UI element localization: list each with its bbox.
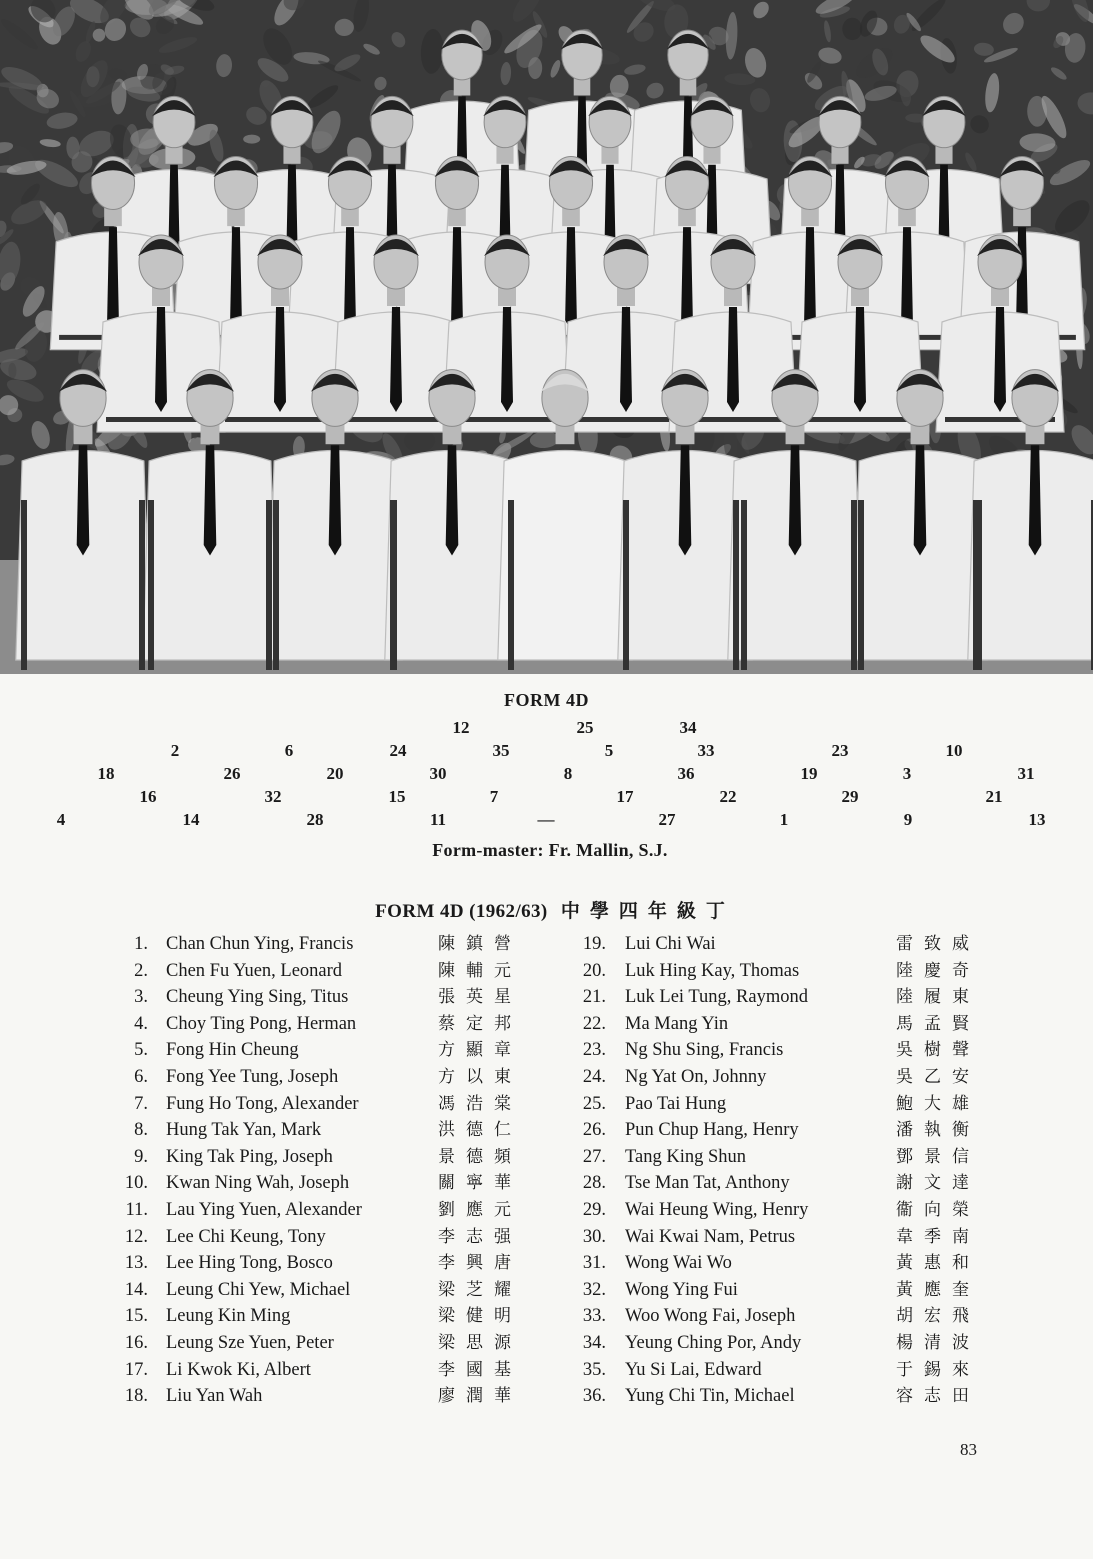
student-number: 36. — [582, 1386, 606, 1407]
student-row — [108, 984, 538, 1010]
key-number: 31 — [1017, 764, 1035, 783]
key-number: 23 — [831, 741, 849, 760]
key-number: 30 — [429, 764, 447, 783]
student-chinese-name: 方顯章 — [438, 1040, 522, 1061]
student-chinese-name: 蔡定邦 — [438, 1013, 522, 1034]
student-number: 1. — [134, 934, 148, 954]
key-number: 5 — [604, 741, 614, 760]
student-number: 20. — [582, 960, 606, 981]
student-number: 34. — [582, 1333, 606, 1353]
student-name: Liu Yan Wah — [166, 1386, 263, 1407]
student-row — [566, 1170, 996, 1196]
student-name: Tse Man Tat, Anthony — [625, 1173, 790, 1194]
student-number: 3. — [134, 987, 148, 1008]
student-chinese-name: 容志田 — [896, 1386, 980, 1407]
student-chinese-name: 鮑大雄 — [896, 1093, 980, 1114]
student-number: 32. — [582, 1279, 606, 1300]
student-row — [108, 1224, 538, 1250]
student-number: 6. — [134, 1067, 148, 1087]
key-number: 4 — [56, 810, 66, 829]
student-chinese-name: 張英星 — [438, 987, 522, 1008]
student-chinese-name: 胡宏飛 — [896, 1306, 980, 1327]
student-row — [566, 1117, 996, 1143]
student-chinese-name: 衞向榮 — [896, 1200, 980, 1220]
student-name: Lui Chi Wai — [625, 934, 716, 954]
student-name: Fung Ho Tong, Alexander — [166, 1093, 359, 1114]
student-chinese-name: 楊清波 — [896, 1333, 980, 1353]
student-chinese-name: 黃惠和 — [896, 1253, 980, 1274]
key-number: 26 — [223, 764, 241, 783]
student-number: 31. — [582, 1253, 606, 1274]
key-number: — — [537, 810, 555, 829]
student-chinese-name: 潘執衡 — [896, 1120, 980, 1141]
student-row — [108, 1011, 538, 1037]
student-name: Wong Ying Fui — [625, 1279, 738, 1300]
key-number: 15 — [388, 787, 406, 806]
student-name: Pao Tai Hung — [625, 1093, 727, 1114]
student-number: 5. — [134, 1040, 148, 1061]
student-name: Yung Chi Tin, Michael — [625, 1386, 795, 1407]
key-number: 35 — [492, 741, 510, 760]
student-chinese-name: 陳鎮營 — [438, 934, 522, 954]
key-number: 9 — [903, 810, 913, 829]
key-number: 2 — [170, 741, 180, 760]
key-number: 19 — [800, 764, 818, 783]
student-chinese-name: 關寧華 — [438, 1173, 522, 1194]
student-figure — [498, 451, 632, 661]
student-row — [108, 1330, 538, 1356]
student-name: Lau Ying Yuen, Alexander — [166, 1200, 362, 1220]
student-name: Kwan Ning Wah, Joseph — [166, 1173, 350, 1194]
key-number: 12 — [452, 718, 470, 737]
student-number: 23. — [582, 1040, 606, 1061]
student-name: Luk Lei Tung, Raymond — [625, 987, 808, 1008]
student-row — [108, 931, 538, 957]
student-number: 9. — [134, 1146, 148, 1167]
student-chinese-name: 李志强 — [438, 1226, 522, 1247]
student-chinese-name: 韋季南 — [896, 1226, 980, 1247]
student-number: 21. — [582, 987, 606, 1008]
key-number: 27 — [658, 810, 676, 829]
student-row — [108, 1117, 538, 1143]
key-number: 3 — [902, 764, 912, 783]
student-number: 26. — [582, 1120, 606, 1141]
student-row — [108, 1064, 538, 1090]
student-number: 2. — [134, 960, 148, 981]
student-number: 30. — [582, 1226, 606, 1247]
student-chinese-name: 方以東 — [438, 1067, 522, 1087]
student-number: 29. — [582, 1200, 606, 1220]
key-number: 11 — [429, 810, 447, 829]
student-chinese-name: 李興唐 — [438, 1253, 522, 1274]
student-number: 11. — [125, 1200, 148, 1220]
form-master-line: Form-master: Fr. Mallin, S.J. — [432, 840, 668, 860]
key-number: 21 — [985, 787, 1003, 806]
student-row — [108, 1197, 538, 1223]
roster-heading-english: FORM 4D (1962/63) — [375, 901, 548, 922]
student-name: Wai Kwai Nam, Petrus — [625, 1226, 796, 1247]
key-number: 28 — [306, 810, 324, 829]
key-number: 33 — [697, 741, 715, 760]
student-number: 4. — [134, 1013, 148, 1034]
student-row — [108, 1250, 538, 1276]
key-title: FORM 4D — [504, 690, 589, 710]
student-name: Lee Chi Keung, Tony — [166, 1226, 326, 1247]
student-name: Yu Si Lai, Edward — [625, 1359, 762, 1380]
student-name: Lee Hing Tong, Bosco — [166, 1253, 333, 1274]
student-chinese-name: 劉應元 — [438, 1200, 522, 1220]
student-row — [108, 1170, 538, 1196]
student-row — [108, 958, 538, 984]
key-number: 34 — [679, 718, 697, 737]
key-number: 1 — [779, 810, 789, 829]
student-name: Choy Ting Pong, Herman — [166, 1013, 357, 1034]
student-row — [566, 1330, 996, 1356]
student-name: Ng Shu Sing, Francis — [625, 1040, 784, 1061]
student-row — [566, 1064, 996, 1090]
student-number: 22. — [582, 1013, 606, 1034]
student-name: Wai Heung Wing, Henry — [625, 1200, 809, 1220]
student-name: Woo Wong Fai, Joseph — [625, 1306, 796, 1327]
student-number: 18. — [124, 1386, 148, 1407]
roster-heading — [0, 896, 1093, 923]
student-number: 14. — [124, 1279, 148, 1300]
student-name: Ma Mang Yin — [625, 1013, 729, 1034]
student-row — [108, 1357, 538, 1383]
student-chinese-name: 廖潤華 — [438, 1386, 522, 1407]
student-chinese-name: 梁思源 — [438, 1333, 522, 1353]
student-row — [566, 984, 996, 1010]
student-chinese-name: 景德頻 — [438, 1146, 522, 1167]
student-name: Leung Chi Yew, Michael — [166, 1279, 351, 1300]
student-chinese-name: 黃應奎 — [896, 1279, 980, 1300]
student-name: Tang King Shun — [625, 1146, 747, 1167]
student-name: Chen Fu Yuen, Leonard — [166, 960, 343, 981]
student-number: 19. — [582, 934, 606, 954]
student-name: Ng Yat On, Johnny — [625, 1067, 767, 1087]
key-number: 20 — [326, 764, 344, 783]
student-number: 33. — [582, 1306, 606, 1327]
student-row — [108, 1091, 538, 1117]
student-name: Yeung Ching Por, Andy — [625, 1333, 802, 1353]
student-row — [566, 1277, 996, 1303]
student-name: Hung Tak Yan, Mark — [166, 1120, 322, 1141]
student-row — [108, 1303, 538, 1329]
student-chinese-name: 梁健明 — [438, 1306, 522, 1327]
key-number: 22 — [719, 787, 737, 806]
student-row — [566, 958, 996, 984]
key-number: 18 — [97, 764, 115, 783]
student-number: 35. — [582, 1359, 606, 1380]
student-number: 13. — [124, 1253, 148, 1274]
student-name: King Tak Ping, Joseph — [166, 1146, 333, 1167]
student-row — [108, 1277, 538, 1303]
key-number: 13 — [1028, 810, 1046, 829]
student-row — [108, 1144, 538, 1170]
student-name: Cheung Ying Sing, Titus — [166, 987, 349, 1008]
key-number: 29 — [841, 787, 859, 806]
key-number: 17 — [616, 787, 634, 806]
key-number: 24 — [389, 741, 407, 760]
roster-heading-chinese: 中學四年級丁 — [560, 900, 735, 922]
student-row — [566, 1383, 996, 1409]
key-number: 14 — [182, 810, 200, 829]
student-number: 7. — [134, 1093, 148, 1114]
student-chinese-name: 洪德仁 — [438, 1120, 522, 1141]
student-name: Li Kwok Ki, Albert — [166, 1359, 311, 1380]
student-name: Leung Kin Ming — [166, 1306, 291, 1327]
student-chinese-name: 吳樹聲 — [896, 1040, 980, 1061]
student-chinese-name: 梁芝耀 — [438, 1279, 522, 1300]
student-row — [566, 1037, 996, 1063]
class-photo — [0, 0, 1093, 674]
key-number: 8 — [563, 764, 573, 783]
student-number: 24. — [582, 1067, 606, 1087]
student-number: 17. — [124, 1359, 148, 1380]
student-name: Wong Wai Wo — [625, 1253, 732, 1274]
student-name: Leung Sze Yuen, Peter — [166, 1333, 334, 1353]
key-number: 10 — [945, 741, 963, 760]
student-chinese-name: 馮浩棠 — [438, 1093, 522, 1114]
student-chinese-name: 陸履東 — [896, 987, 980, 1008]
student-row — [566, 1224, 996, 1250]
key-number: 6 — [284, 741, 294, 760]
student-row — [566, 1091, 996, 1117]
student-chinese-name: 雷致威 — [896, 934, 980, 954]
student-chinese-name: 鄧景信 — [896, 1146, 980, 1167]
student-number: 12. — [124, 1226, 148, 1247]
student-number: 28. — [582, 1173, 606, 1194]
student-number: 27. — [582, 1146, 606, 1167]
student-name: Chan Chun Ying, Francis — [166, 934, 354, 954]
student-name: Fong Hin Cheung — [166, 1040, 299, 1061]
student-row — [566, 1144, 996, 1170]
student-row — [566, 1250, 996, 1276]
student-number: 16. — [124, 1333, 148, 1353]
student-chinese-name: 吳乙安 — [896, 1067, 980, 1087]
class-photo-illustration — [0, 0, 1093, 674]
student-row — [108, 1037, 538, 1063]
key-number: 16 — [139, 787, 157, 806]
key-number: 32 — [264, 787, 282, 806]
page-number: 83 — [960, 1440, 977, 1459]
student-row — [566, 1011, 996, 1037]
student-row — [108, 1383, 538, 1409]
student-number: 15. — [124, 1306, 148, 1327]
student-row — [566, 1197, 996, 1223]
student-row — [566, 1303, 996, 1329]
student-chinese-name: 謝文達 — [896, 1173, 980, 1194]
key-number: 36 — [677, 764, 695, 783]
student-chinese-name: 陸慶奇 — [896, 960, 980, 981]
key-number: 25 — [576, 718, 594, 737]
student-chinese-name: 于錫來 — [896, 1359, 980, 1380]
student-chinese-name: 李國基 — [438, 1359, 522, 1380]
student-row — [566, 1357, 996, 1383]
student-number: 10. — [124, 1173, 148, 1194]
student-number: 25. — [582, 1093, 606, 1114]
student-name: Luk Hing Kay, Thomas — [625, 960, 800, 981]
student-name: Fong Yee Tung, Joseph — [166, 1067, 339, 1087]
student-chinese-name: 馬孟賢 — [896, 1013, 980, 1034]
student-name: Pun Chup Hang, Henry — [625, 1120, 799, 1141]
student-number: 8. — [134, 1120, 148, 1141]
student-row — [566, 931, 996, 957]
student-chinese-name: 陳輔元 — [438, 960, 522, 981]
key-number: 7 — [489, 787, 499, 806]
